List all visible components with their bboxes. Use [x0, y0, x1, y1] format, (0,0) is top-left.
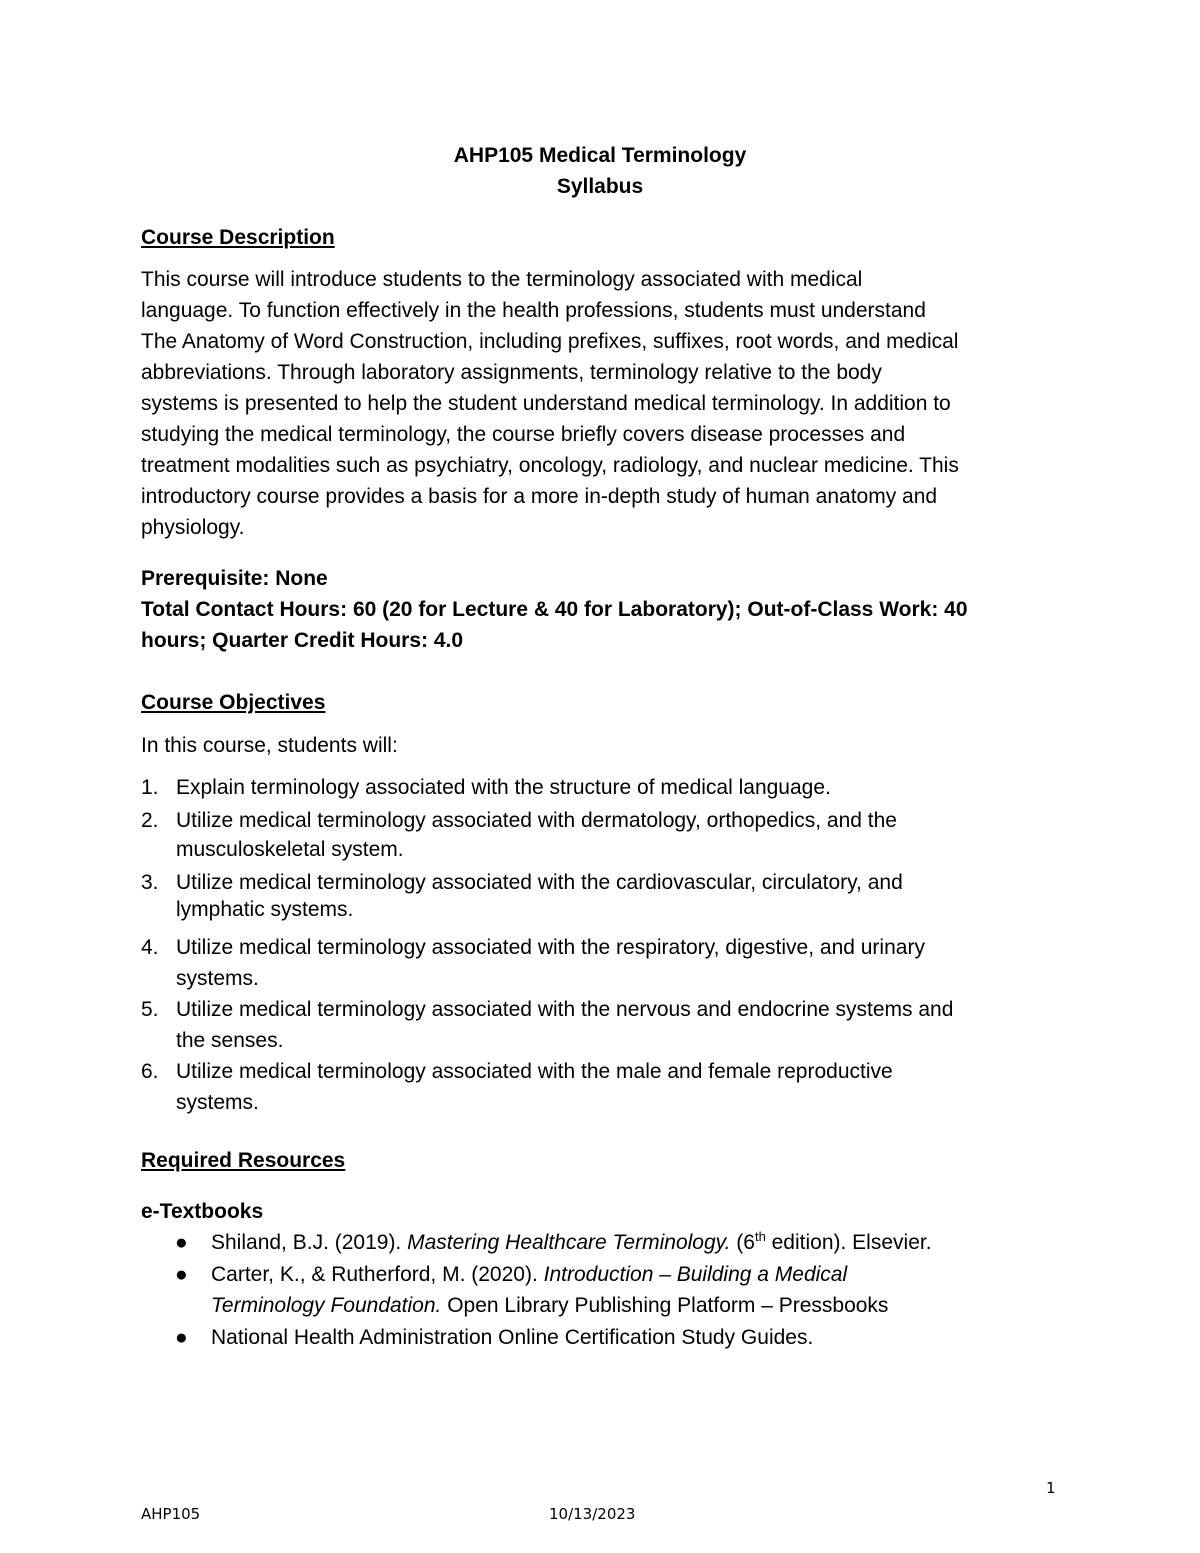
objective-number: 6. [141, 1060, 159, 1083]
objective-text: systems. [176, 967, 259, 990]
contact-hours: Total Contact Hours: 60 (20 for Lecture & 40 for Laboratory); Out-of-Class Work: 40 [141, 598, 968, 621]
objectives-intro: In this course, students will: [141, 734, 398, 757]
page-number: 1 [1046, 1479, 1056, 1497]
objective-number: 1. [141, 776, 159, 799]
description-line: introductory course provides a basis for a more in-depth study of human anatomy and [141, 485, 938, 508]
objective-text: lymphatic systems. [176, 898, 354, 921]
objective-number: 5. [141, 998, 159, 1021]
objective-number: 3. [141, 871, 159, 894]
section-heading-description: Course Description [141, 226, 335, 249]
bullet-icon: ● [175, 1263, 188, 1286]
objective-text: Explain terminology associated with the structure of medical language. [176, 776, 831, 799]
credit-hours: hours; Quarter Credit Hours: 4.0 [141, 629, 464, 652]
textbook-entry: Carter, K., & Rutherford, M. (2020). Introduction – Building a Medical [211, 1263, 848, 1286]
objective-text: Utilize medical terminology associated with the respiratory, digestive, and urinary [176, 936, 925, 959]
description-line: abbreviations. Through laboratory assignments, terminology relative to the body [141, 361, 882, 384]
objective-text: Utilize medical terminology associated with the male and female reproductive [176, 1060, 893, 1083]
textbook-entry-continued: Terminology Foundation. Open Library Publishing Platform – Pressbooks [211, 1294, 889, 1317]
document-subtitle: Syllabus [556, 175, 644, 198]
objective-text: Utilize medical terminology associated with the cardiovascular, circulatory, and [176, 871, 903, 894]
description-line: treatment modalities such as psychiatry, oncology, radiology, and nuclear medicine. This [141, 454, 959, 477]
description-line: This course will introduce students to the terminology associated with medical [141, 268, 863, 291]
description-line: language. To function effectively in the health professions, students must understand [141, 299, 926, 322]
footer-course-code: AHP105 [141, 1505, 201, 1523]
document-title: AHP105 Medical Terminology [453, 144, 747, 167]
objective-text: Utilize medical terminology associated with the nervous and endocrine systems and [176, 998, 954, 1021]
prerequisite: Prerequisite: None [141, 567, 328, 590]
bullet-icon: ● [175, 1326, 188, 1349]
objective-text: musculoskeletal system. [176, 838, 404, 861]
etextbooks-heading: e-Textbooks [141, 1200, 264, 1223]
objective-text: Utilize medical terminology associated with dermatology, orthopedics, and the [176, 809, 897, 832]
description-line: The Anatomy of Word Construction, including prefixes, suffixes, root words, and medical [141, 330, 959, 353]
section-heading-resources: Required Resources [141, 1149, 346, 1172]
description-line: studying the medical terminology, the course briefly covers disease processes and [141, 423, 906, 446]
textbook-entry: National Health Administration Online Certification Study Guides. [211, 1326, 814, 1349]
bullet-icon: ● [175, 1231, 188, 1254]
section-heading-objectives: Course Objectives [141, 691, 326, 714]
footer-date: 10/13/2023 [549, 1505, 636, 1523]
objective-number: 4. [141, 936, 159, 959]
description-line: physiology. [141, 516, 245, 539]
description-line: systems is presented to help the student understand medical terminology. In addition to [141, 392, 951, 415]
objective-text: the senses. [176, 1029, 284, 1052]
objective-number: 2. [141, 809, 159, 832]
objective-text: systems. [176, 1091, 259, 1114]
textbook-entry: Shiland, B.J. (2019). Mastering Healthcare Terminology. (6th edition). Elsevier. [211, 1229, 932, 1254]
